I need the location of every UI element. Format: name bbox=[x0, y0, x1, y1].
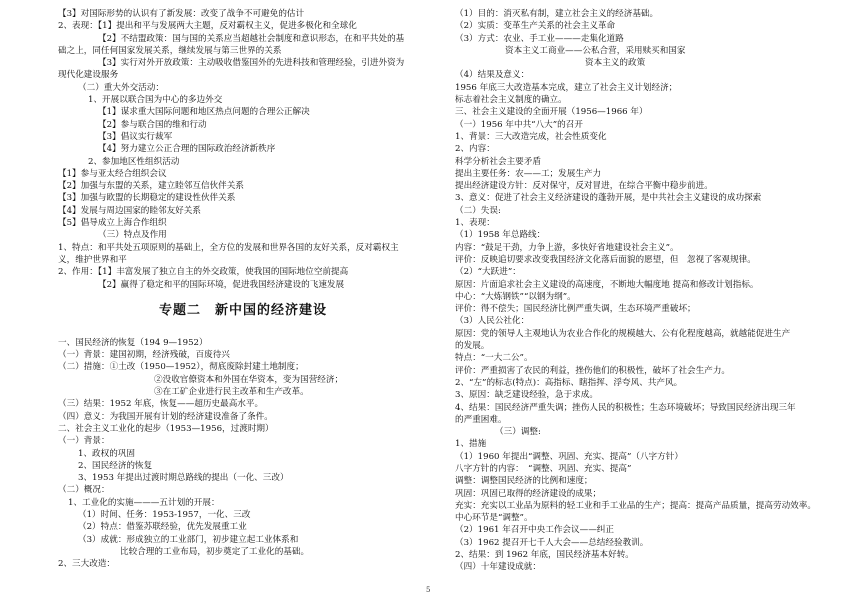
left-top-lines bbox=[58, 8, 428, 291]
text-line: （四）十年建设成就： bbox=[455, 562, 541, 573]
text-line: （一）1956 年中共“八大”的召开 bbox=[455, 119, 583, 130]
text-line: 特点：“一大二公”。 bbox=[455, 353, 533, 364]
text-line: 资本主义的政策 bbox=[585, 58, 646, 69]
text-line: 2、表现：【1】提出和平与发展两大主题，反对霸权主义，促进多极化和全球化 bbox=[58, 21, 357, 32]
text-line: 【3】实行对外开放政策：主动吸收借鉴国外的先进科技和管理经验，引进外资为 bbox=[98, 58, 405, 69]
text-line: 2、“左”的标志(特点)：高指标、瞎指挥、浮夸风、共产风。 bbox=[455, 377, 683, 388]
text-line: ③在工矿企业进行民主改革和生产改革。 bbox=[154, 387, 309, 398]
text-line: 原因：片面追求社会主义建设的高速度，不断地大幅度地 提高和修改计划指标。 bbox=[455, 279, 759, 290]
text-line: 1956 年底三大改造基本完成，建立了社会主义计划经济； bbox=[455, 82, 678, 93]
text-line: （一）背景：建国初期，经济残破，百废待兴 bbox=[58, 350, 230, 361]
text-line: 【2】加强与东盟的关系，建立睦邻互信伙伴关系 bbox=[58, 181, 244, 192]
text-line: 资本主义工商业——公私合营，采用赎买和国家 bbox=[505, 45, 686, 56]
text-line: 的严重困难。 bbox=[455, 414, 507, 425]
text-line: 1、工业化的实施———五计划的开展： bbox=[68, 497, 220, 508]
text-line: 现代化建设服务 bbox=[58, 70, 119, 81]
text-line: 2、国民经济的恢复 bbox=[78, 460, 153, 471]
text-line: （2）1961 年召开中央工作会议——纠正 bbox=[455, 525, 614, 536]
text-line: （1）时间、任务：1953-1957，一化、三改 bbox=[78, 509, 251, 520]
text-line: （2）“大跃进”： bbox=[455, 267, 521, 278]
text-line: （1）1960 年提出“调整、巩固、充实、提高”（八字方针） bbox=[455, 451, 683, 462]
text-line: 充实：充实以工业品为原料的轻工业和手工业品的生产；提高：提高产品质量，提高劳动效率。 bbox=[455, 500, 816, 511]
text-line: （二）失误: bbox=[455, 205, 501, 216]
text-line: 三、社会主义建设的全面开展（1956—1966 年） bbox=[455, 107, 648, 118]
text-line: 【3】对国际形势的认识有了新发展：改变了战争不可避免的估计 bbox=[58, 9, 305, 19]
text-line: 【4】发展与周边国家的睦邻友好关系 bbox=[58, 205, 201, 216]
text-line: 2、作用：【1】丰富发展了独立自主的外交政策，使我国的国际地位空前提高 bbox=[58, 267, 349, 278]
text-line: 八字方针的内容： “调整、巩固、充实、提高” bbox=[455, 463, 632, 474]
text-line: （2）实质：变革生产关系的社会主义革命 bbox=[455, 21, 616, 32]
text-line: （1）1958 年总路线： bbox=[455, 230, 546, 241]
text-line: （3）人民公社化： bbox=[455, 316, 530, 327]
text-line: 的发展。 bbox=[455, 341, 490, 352]
text-line: （3）1962 提召开七千人大会——总结经验教训。 bbox=[455, 537, 649, 548]
text-line: 评价：严重损害了农民的利益，挫伤他们的积极性，破坏了社会生产力。 bbox=[455, 365, 731, 376]
text-line: 【5】倡导成立上海合作组织 bbox=[58, 218, 167, 229]
text-line: 【2】参与联合国的维和行动 bbox=[98, 119, 207, 130]
right-column bbox=[455, 8, 827, 574]
text-line: 评价：得不偿失；国民经济比例严重失调，生态环境严重破坏； bbox=[455, 304, 696, 315]
text-line: 3、1953 年提出过渡时期总路线的提出（一化、三改） bbox=[78, 473, 289, 484]
left-bottom-lines bbox=[58, 337, 428, 571]
text-line: 科学分析社会主要矛盾 bbox=[455, 156, 541, 167]
text-line: （一）背景： bbox=[58, 436, 110, 447]
text-line: 【4】努力建立公正合理的国际政治经济新秩序 bbox=[98, 144, 276, 155]
text-line: 4、结果：国民经济严重失调；挫伤人民的积极性；生态环境破坏；导致国民经济出现三年 bbox=[455, 402, 796, 413]
text-line: 3、意义：促进了社会主义经济建设的蓬勃开展，是中共社会主义建设的成功探索 bbox=[455, 193, 762, 204]
text-line: （二）重大外交活动： bbox=[78, 82, 164, 93]
text-line: 二、社会主义工业化的起步（1953—1956，过渡时期） bbox=[58, 423, 274, 434]
text-line: 2、参加地区性组织活动 bbox=[88, 156, 180, 167]
text-line: （4）结果及意义： bbox=[455, 70, 530, 81]
page-number: 5 bbox=[426, 586, 431, 594]
text-line: 中心环节是“调整”。 bbox=[455, 513, 533, 524]
text-line: （四）意义：为我国开展有计划的经济建设准备了条件。 bbox=[58, 411, 273, 422]
text-line: 3、原因：缺乏建设经验，急于求成。 bbox=[455, 390, 598, 401]
text-line: （三）调整: bbox=[495, 427, 541, 438]
text-line: 础之上，同任何国家发展关系，继续发展与第三世界的关系 bbox=[58, 45, 282, 56]
text-line: 比较合理的工业布局，初步奠定了工业化的基础。 bbox=[120, 546, 310, 557]
text-line: 原因：党的领导人主观地认为农业合作化的规模越大、公有化程度越高，就越能促进生产 bbox=[455, 328, 791, 339]
text-line: 【1】参与亚太经合组织会议 bbox=[58, 168, 167, 179]
text-line: （二）措施：①土改（1950—1952），彻底废除封建土地制度； bbox=[58, 362, 304, 373]
text-line: 提出经济建设方针：反对保守，反对冒进，在综合平衡中稳步前进。 bbox=[455, 181, 713, 192]
text-line: 巩固：巩固已取得的经济建设的成果； bbox=[455, 488, 602, 499]
right-lines bbox=[455, 8, 827, 574]
text-line: 义，维护世界和平 bbox=[58, 254, 127, 265]
text-line: 1、措施 bbox=[455, 439, 487, 450]
text-line: （三）结果：1952 年底，恢复——超历史最高水平。 bbox=[58, 399, 264, 410]
text-line: （2）特点：借鉴苏联经验，优先发展重工业 bbox=[78, 522, 247, 533]
text-line: 提出主要任务：农——工；发展生产力 bbox=[455, 168, 602, 179]
text-line: 1、政权的巩固 bbox=[78, 448, 136, 459]
text-line: 1、特点：和平共处五项原则的基础上，全方位的发展和世界各国的友好关系，反对霸权主 bbox=[58, 242, 399, 253]
text-line: 评价：反映追切要求改变我国经济文化落后面貌的愿望，但 忽视了客观规律。 bbox=[455, 254, 756, 265]
text-line: 【3】加强与欧盟的长期稳定的建设性伙伴关系 bbox=[58, 193, 236, 204]
text-line: 【2】不结盟政策：国与国的关系应当超越社会制度和意识形态，在和平共处的基 bbox=[98, 33, 405, 44]
text-line: 内容：“鼓足干劲，力争上游，多快好省地建设社会主义”。 bbox=[455, 242, 679, 253]
text-line: （3）方式：农业、手工业———走集化道路 bbox=[455, 33, 624, 44]
text-line: 2、结果：到 1962 年底，国民经济基本好转。 bbox=[455, 550, 634, 561]
text-line: （二）概况： bbox=[58, 485, 110, 496]
text-line: 中心：“大炼钢铁”“以钢为纲”。 bbox=[455, 291, 576, 302]
text-line: （1）目的：消灭私有制，建立社会主义的经济基础。 bbox=[455, 9, 659, 19]
text-line: 1、背景：三大改造完成，社会性质变化 bbox=[455, 131, 607, 142]
text-line: ②没收官僚资本和外国在华资本，变为国营经济； bbox=[154, 374, 344, 385]
text-line: 【2】赢得了稳定和平的国际环境，促进我国经济建设的飞速发展 bbox=[98, 279, 345, 290]
text-line: 2、内容： bbox=[455, 144, 495, 155]
text-line: 标志着社会主义制度的确立。 bbox=[455, 95, 567, 106]
text-line: （3）成就：形成独立的工业部门，初步建立起工业体系和 bbox=[78, 534, 299, 545]
text-line: 1、开展以联合国为中心的多边外交 bbox=[88, 95, 223, 106]
text-line: 【1】谋求重大国际问题和地区热点问题的合理公正解决 bbox=[98, 107, 310, 118]
text-line: 1、表现： bbox=[455, 218, 495, 229]
text-line: （三）特点及作用 bbox=[98, 230, 167, 241]
section-title: 专题二 新中国的经济建设 bbox=[158, 302, 327, 318]
text-line: 2、三大改造： bbox=[58, 559, 116, 570]
text-line: 一、国民经济的恢复（194 9—1952） bbox=[58, 337, 208, 348]
text-line: 调整：调整国民经济的比例和速度； bbox=[455, 476, 593, 487]
text-line: 【3】倡议实行裁军 bbox=[98, 131, 173, 142]
left-column bbox=[58, 8, 428, 570]
